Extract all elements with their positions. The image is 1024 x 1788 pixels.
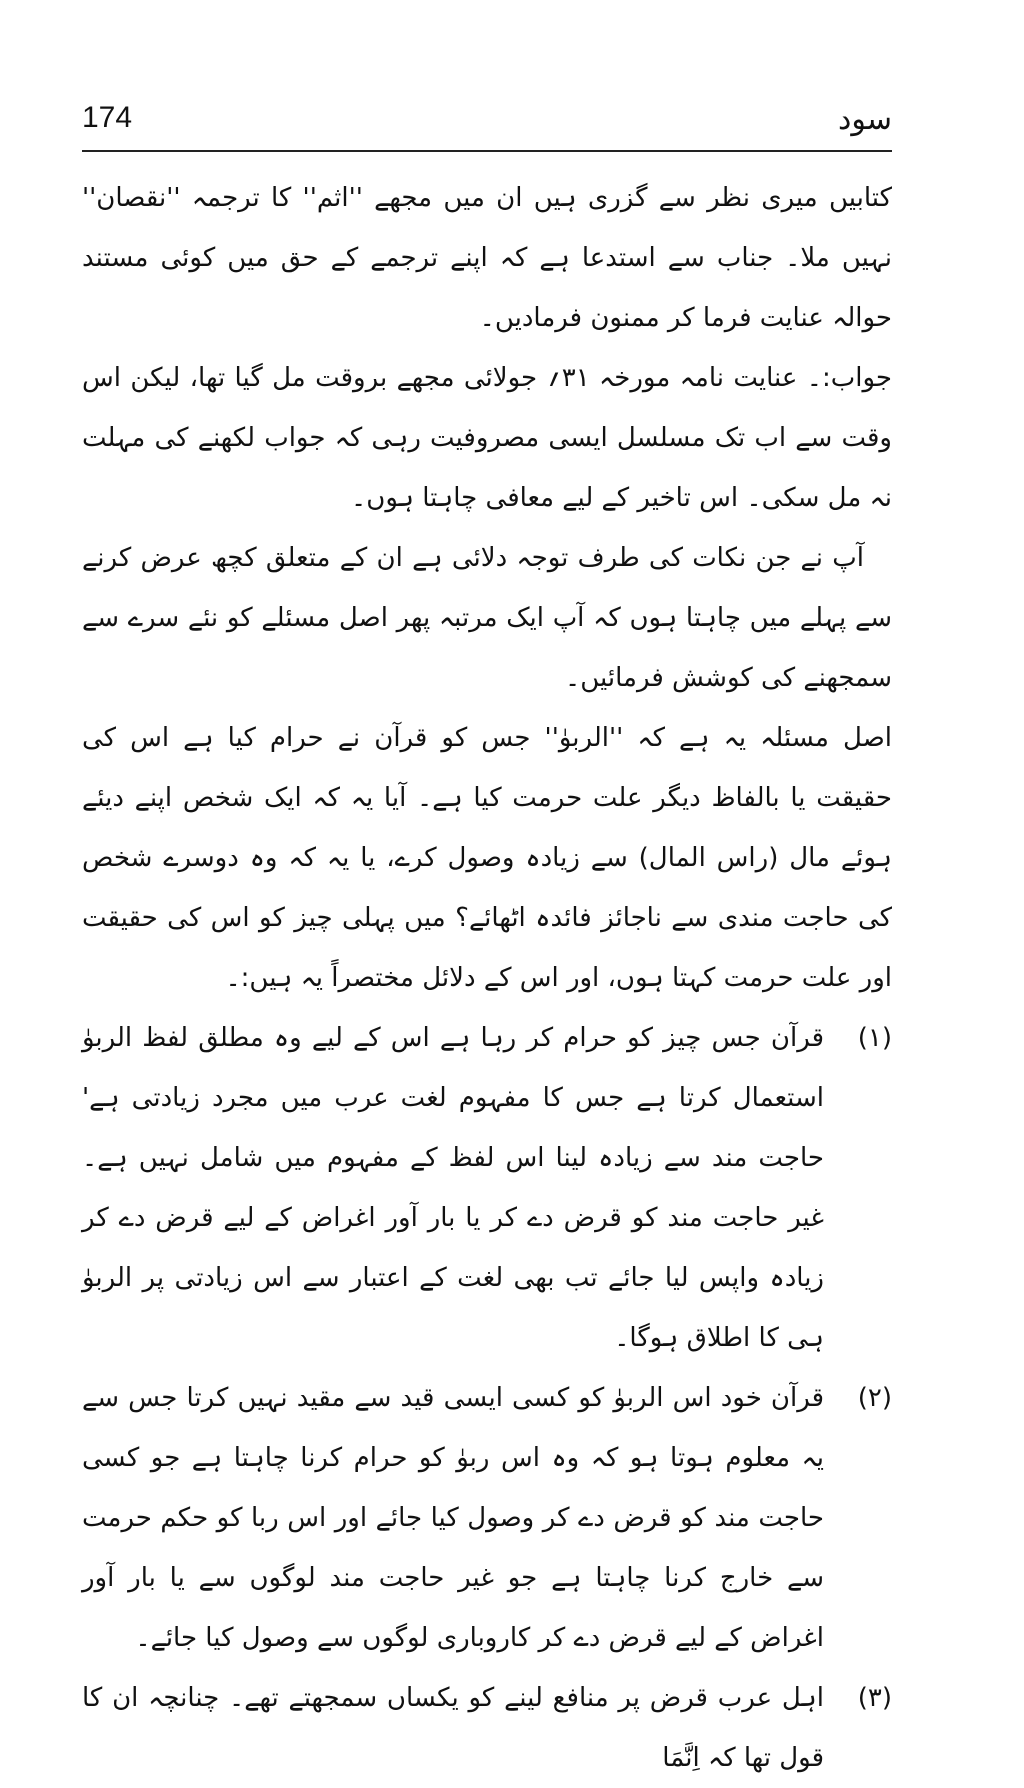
paragraph-question-end: کتابیں میری نظر سے گزری ہیں ان میں مجھے ''اثم'' کا ترجمہ ''نقصان'' نہیں ملا۔ جناب سے استدعا ہے کہ اپنے ترجمے کے حق میں کوئی مستند حوالہ عنایت فرما کر ممنون فرمادیں۔ (82, 183, 892, 333)
item-number: (۲) (857, 1383, 892, 1413)
item-number: (۱) (857, 1023, 892, 1053)
body-text (82, 168, 892, 1788)
paragraph-request: آپ نے جن نکات کی طرف توجہ دلائی ہے ان کے متعلق کچھ عرض کرنے سے پہلے میں چاہتا ہوں کہ آپ ایک مرتبہ پھر اصل مسئلے کو نئے سرے سے سمجھنے کی کوشش فرمائیں۔ (82, 543, 892, 693)
numbered-item (82, 1368, 892, 1668)
numbered-item (82, 1008, 892, 1368)
page-number: 174 (82, 101, 133, 134)
paragraph-main-issue: اصل مسئلہ یہ ہے کہ ''الربوٰ'' جس کو قرآن نے حرام کیا ہے اس کی حقیقت یا بالفاظ دیگر علت حرمت کیا ہے۔ آیا یہ کہ ایک شخص اپنے دیئے ہوئے مال (راس المال) سے زیادہ وصول کرے، یا یہ کہ وہ دوسرے شخص کی حاجت مندی سے ناجائز فائدہ اٹھائے؟ میں پہلی چیز کو اس کی حقیقت اور علت حرمت کہتا ہوں، اور اس کے دلائل مختصراً یہ ہیں:۔ (82, 723, 892, 993)
numbered-item (82, 1668, 892, 1788)
paragraph-answer-intro: جواب:۔ عنایت نامہ مورخہ ۳۱؍ جولائی مجھے بروقت مل گیا تھا، لیکن اس وقت سے اب تک مسلسل ایسی مصروفیت رہی کہ جواب لکھنے کی مہلت نہ مل سکی۔ اس تاخیر کے لیے معافی چاہتا ہوں۔ (82, 363, 892, 513)
header-rule (82, 150, 892, 152)
page-header (82, 98, 892, 150)
item-text: اہل عرب قرض پر منافع لینے کو یکساں سمجھتے تھے۔ چنانچہ ان کا قول تھا کہ اِنَّمَا (82, 1683, 824, 1773)
running-title: سود (838, 102, 892, 137)
item-text: قرآن خود اس الربوٰ کو کسی ایسی قید سے مقید نہیں کرتا جس سے یہ معلوم ہوتا ہو کہ وہ اس ربوٰ کو حرام کرنا چاہتا ہے جو کسی حاجت مند کو قرض دے کر وصول کیا جائے اور اس ربا کو حکم حرمت سے خارج کرنا چاہتا ہے جو غیر حاجت مند لوگوں سے یا بار آور اغراض کے لیے قرض دے کر کاروباری لوگوں سے وصول کیا جائے۔ (82, 1383, 824, 1653)
item-number: (۳) (857, 1683, 892, 1713)
item-text: قرآن جس چیز کو حرام کر رہا ہے اس کے لیے وہ مطلق لفظ الربوٰ استعمال کرتا ہے جس کا مفہوم لغت عرب میں مجرد زیادتی ہے' حاجت مند سے زیادہ لینا اس لفظ کے مفہوم میں شامل نہیں ہے۔ غیر حاجت مند کو قرض دے کر یا بار آور اغراض کے لیے قرض دے کر زیادہ واپس لیا جائے تب بھی لغت کے اعتبار سے اس زیادتی پر الربوٰ ہی کا اطلاق ہوگا۔ (82, 1023, 824, 1353)
